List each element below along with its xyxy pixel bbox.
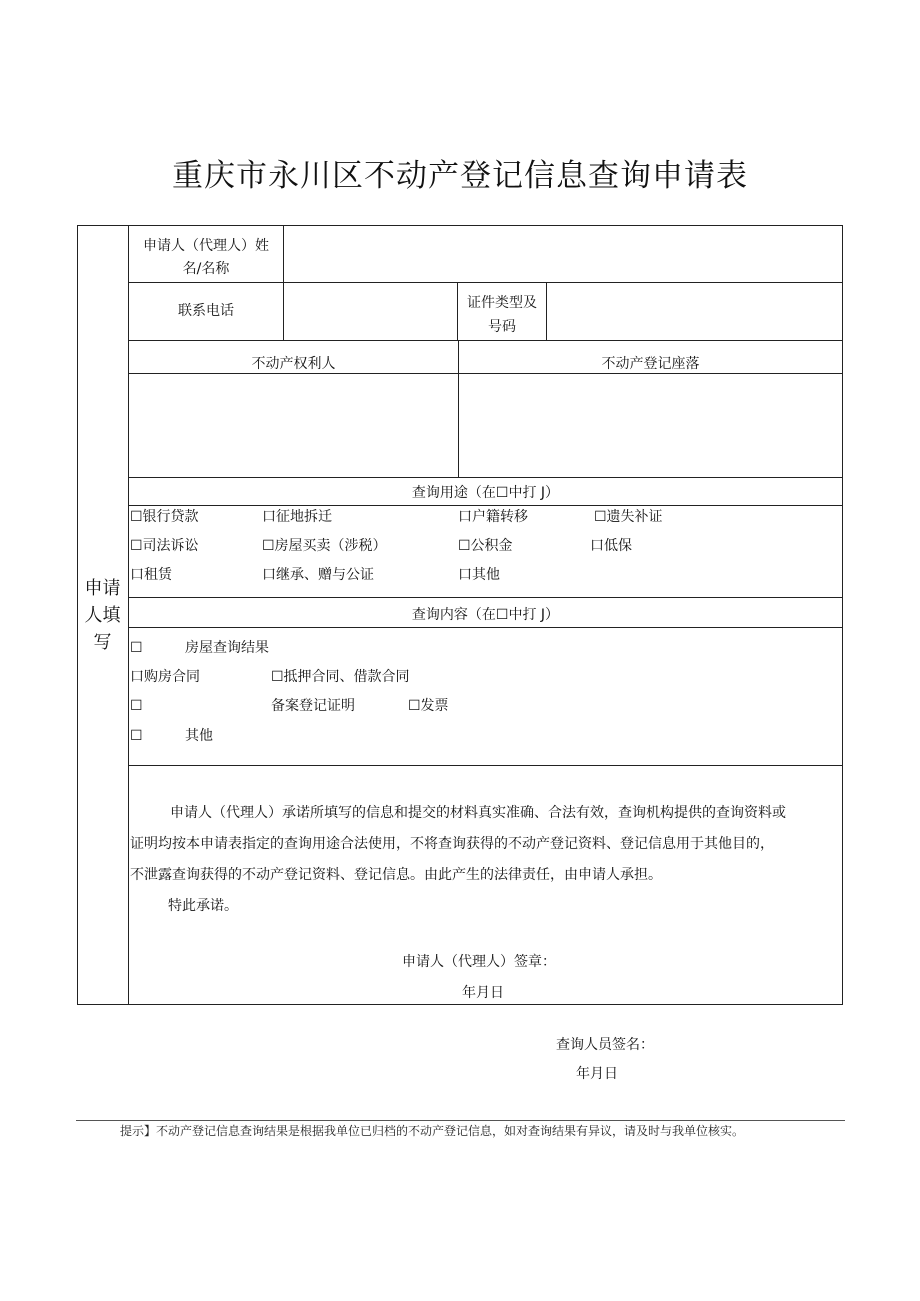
purpose-low-income[interactable]: 口低保 [590,538,632,554]
purpose-litigation[interactable]: ☐司法诉讼 [130,538,199,554]
purpose-housing-fund[interactable]: ☐公积金 [458,538,513,554]
pledge-line-2: 证明均按本申请表指定的查询用途合法使用，不将查询获得的不动产登记资料、登记信息用于其他目的， [130,836,774,852]
owner-field[interactable] [129,374,458,477]
applicant-name-field[interactable] [284,226,842,282]
purpose-household-transfer[interactable]: 口户籍转移 [458,509,528,525]
purpose-land-expropriation[interactable]: 口征地拆迁 [262,509,332,525]
pledge-line-1: 申请人（代理人）承诺所填写的信息和提交的材料真实准确、合法有效，查询机构提供的查询资料或 [170,805,786,821]
phone-label: 联系电话 [178,303,234,319]
purpose-other[interactable]: 口其他 [458,567,500,583]
footnote-divider [76,1120,845,1121]
purpose-header: 查询用途（在☐中打 J） [411,485,560,501]
content-other-label: 其他 [185,728,213,744]
content-purchase-contract[interactable]: 口购房合同 [130,669,200,685]
phone-field[interactable] [284,283,457,340]
applicant-sign-label: 申请人（代理人）签章： [402,954,556,970]
location-field[interactable] [459,374,842,477]
content-header: 查询内容（在☐中打 J） [411,607,560,623]
content-filing-label: 备案登记证明 [271,698,355,714]
side-label: 申请 人填 写 [84,578,121,653]
purpose-lease[interactable]: 口租赁 [130,567,172,583]
content-mortgage-contract[interactable]: ☐抵押合同、借款合同 [271,669,410,685]
purpose-inheritance[interactable]: 口继承、赠与公证 [262,567,374,583]
footnote: 提示】不动产登记信息查询结果是根据我单位已归档的不动产登记信息，如对查询结果有异议，请及时与我单位核实。 [120,1124,745,1138]
content-house-result-checkbox[interactable]: ☐ [130,640,143,656]
staff-date-label: 年月日 [576,1066,618,1082]
purpose-lost-replacement[interactable]: ☐遗失补证 [594,509,663,525]
content-other-checkbox[interactable]: ☐ [130,728,143,744]
purpose-house-sale[interactable]: ☐房屋买卖（涉税） [262,538,387,554]
id-field[interactable] [547,283,842,340]
applicant-date-label: 年月日 [462,985,504,1001]
staff-sign-label: 查询人员签名： [556,1037,654,1053]
applicant-name-label: 申请人（代理人）姓 名/名称 [143,238,269,277]
content-filing-checkbox[interactable]: ☐ [130,698,143,714]
content-invoice[interactable]: ☐发票 [408,698,449,714]
id-label: 证件类型及 号码 [467,295,537,335]
content-house-result-label: 房屋查询结果 [185,640,269,656]
owner-label: 不动产权利人 [251,356,336,372]
location-label: 不动产登记座落 [601,356,700,372]
pledge-line-3: 不泄露查询获得的不动产登记资料、登记信息。由此产生的法律责任，由申请人承担。 [130,867,662,883]
pledge-line-4: 特此承诺。 [168,898,238,914]
purpose-bank-loan[interactable]: ☐银行贷款 [130,509,199,525]
page-title: 重庆市永川区不动产登记信息查询申请表 [172,158,748,194]
